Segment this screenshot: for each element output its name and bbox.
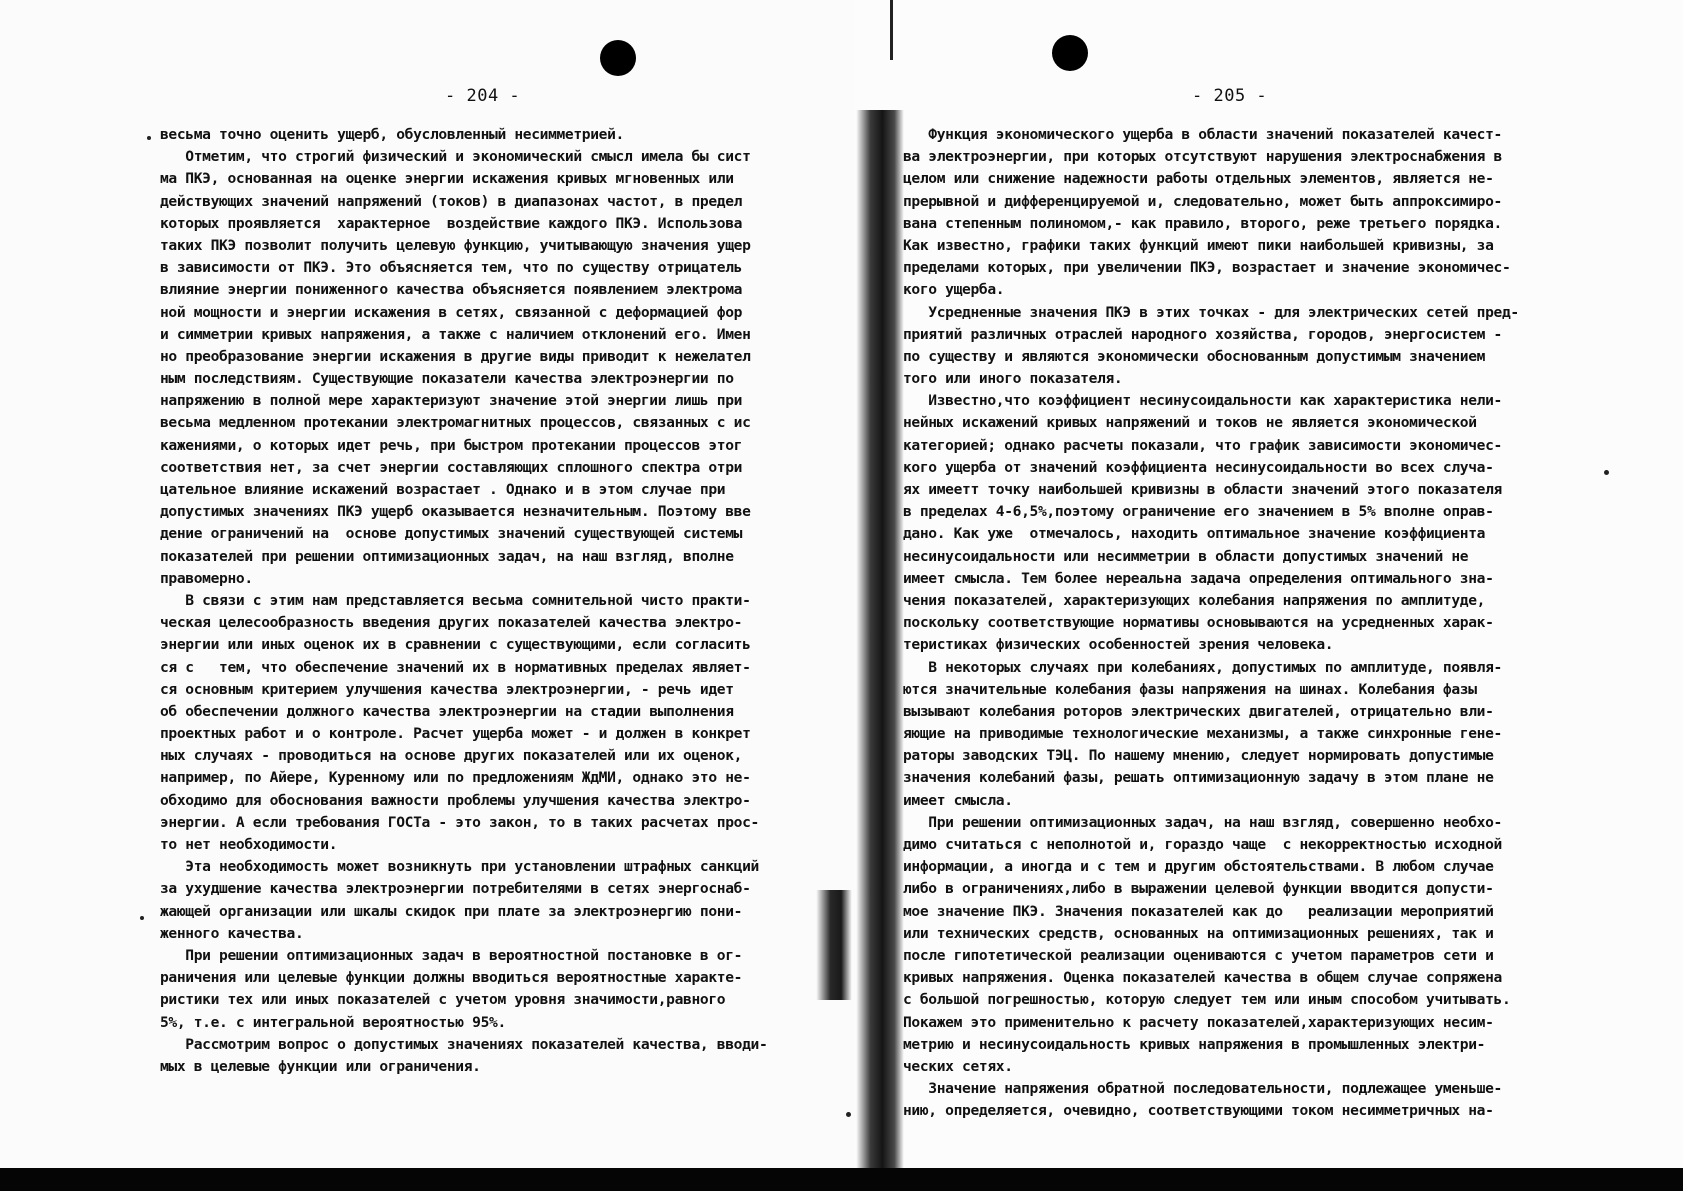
text-line: которых проявляется характерное воздействие каждого ПКЭ. Использова — [160, 214, 743, 232]
text-line: кого ущерба. — [903, 281, 1005, 299]
text-line: того или иного показателя. — [903, 370, 1123, 388]
text-line: Усредненные значения ПКЭ в этих точках - для электрических сетей пред- — [903, 303, 1519, 321]
text-line: за ухудшение качества электроэнергии потребителями в сетях энергоснаб- — [160, 880, 751, 898]
text-line: показателей при решении оптимизационных задач, на наш взгляд, вполне — [160, 547, 734, 565]
text-line: информации, а иногда и с тем и другим обстоятельствами. В любом случае — [903, 858, 1494, 876]
text-line: ма ПКЭ, основанная на оценке энергии искажения кривых мгновенных или — [160, 170, 734, 188]
page-number-left: - 204 - — [445, 86, 521, 106]
text-line: женного качества. — [160, 924, 304, 942]
text-line: кого ущерба от значений коэффициента несинусоидальности во всех случа- — [903, 458, 1494, 476]
text-line: целом или снижение надежности работы отдельных элементов, является не- — [903, 170, 1494, 188]
punch-hole-right — [1052, 35, 1088, 71]
text-line: значения колебаний фазы, решать оптимизационную задачу в этом плане не — [903, 769, 1494, 787]
scan-speck — [1604, 470, 1609, 475]
text-line: энергии. А если требования ГОСТа - это закон, то в таких расчетах прос- — [160, 813, 759, 831]
text-line: метрию и несинусоидальность кривых напряжения в промышленных электри- — [903, 1035, 1486, 1053]
text-line: Отметим, что строгий физический и экономический смысл имела бы сист — [160, 148, 751, 166]
text-line: раторы заводских ТЭЦ. По нашему мнению, следует нормировать допустимые — [903, 747, 1494, 765]
text-line: вызывают колебания роторов электрических двигателей, отрицательно вли- — [903, 702, 1494, 720]
text-line: имеет смысла. — [903, 791, 1013, 809]
text-line: Функция экономического ущерба в области значений показателей качест- — [903, 126, 1502, 143]
text-line: приятий различных отраслей народного хозяйства, городов, энергосистем - — [903, 325, 1502, 343]
text-line: дано. Как уже отмечалось, находить оптимальное значение коэффициента — [903, 525, 1486, 543]
text-line: чения показателей, характеризующих колебания напряжения по амплитуде, — [903, 591, 1486, 609]
right-page-text — [903, 124, 1593, 1122]
text-line: после гипотетической реализации оцениваются с учетом параметров сети и — [903, 946, 1494, 964]
text-line: и симметрии кривых напряжения, а также с наличием отклонений его. Имен — [160, 325, 751, 343]
text-line: ческих сетях. — [903, 1057, 1013, 1075]
text-line: При решении оптимизационных задач, на наш взгляд, совершенно необхо- — [903, 813, 1502, 831]
text-line: Рассмотрим вопрос о допустимых значениях показателей качества, вводи- — [160, 1035, 768, 1053]
text-line: действующих значений напряжений (токов) в диапазонах частот, в предел — [160, 192, 743, 210]
text-line: нию, определяется, очевидно, соответствующими током несимметричных на- — [903, 1102, 1494, 1120]
text-line: вана степенным полиномом,- как правило, второго, реже третьего порядка. — [903, 214, 1502, 232]
text-line: кривых напряжения. Оценка показателей качества в общем случае сопряжена — [903, 969, 1502, 987]
text-line: или технических средств, основанных на оптимизационных решениях, так и — [903, 924, 1494, 942]
text-line: ся с тем, что обеспечение значений их в нормативных пределах являет- — [160, 658, 751, 676]
text-line: ческая целесообразность введения других показателей качества электро- — [160, 614, 743, 632]
scan-speck — [846, 1112, 851, 1117]
punch-hole-left — [600, 40, 636, 76]
gutter-binding-mark — [890, 0, 893, 60]
text-line: об обеспечении должного качества электроэнергии на стадии выполнения — [160, 702, 734, 720]
text-line: весьма медленном протекании электромагнитных процессов, связанных с ис — [160, 414, 751, 432]
text-line: правомерно. — [160, 569, 253, 587]
scan-speck — [140, 916, 144, 920]
text-line: Известно,что коэффициент несинусоидальности как характеристика нели- — [903, 392, 1502, 410]
text-line: ристики тех или иных показателей с учетом уровня значимости,равного — [160, 991, 726, 1009]
text-line: Покажем это применительно к расчету показателей,характеризующих несим- — [903, 1013, 1494, 1031]
left-page-text — [160, 124, 850, 1078]
scan-speck — [147, 136, 151, 140]
text-line: но преобразование энергии искажения в другие виды приводит к нежелател — [160, 347, 751, 365]
text-line: В некоторых случаях при колебаниях, допустимых по амплитуде, появля- — [903, 658, 1502, 676]
text-line: 5%, т.е. с интегральной вероятностью 95%. — [160, 1013, 506, 1031]
text-line: поскольку соответствующие нормативы основываются на усредненных харак- — [903, 614, 1494, 632]
text-line: ной мощности и энергии искажения в сетях, связанной с деформацией фор — [160, 303, 743, 321]
text-line: с большой погрешностью, которую следует тем или иным способом учитывать. — [903, 991, 1511, 1009]
text-line: напряжению в полной мере характеризуют значение этой энергии лишь при — [160, 392, 743, 410]
text-line: таких ПКЭ позволит получить целевую функцию, учитывающую значения ущер — [160, 236, 751, 254]
text-line: ва электроэнергии, при которых отсутствуют нарушения электроснабжения в — [903, 148, 1502, 166]
text-line: проектных работ и о контроле. Расчет ущерба может - и должен в конкрет — [160, 725, 751, 743]
text-line: яющие на приводимые технологические механизмы, а также синхронные гене- — [903, 725, 1502, 743]
text-line: весьма точно оценить ущерб, обусловленный несимметрией. — [160, 126, 624, 143]
gutter-shadow — [856, 110, 904, 1170]
text-line: либо в ограничениях,либо в выражении целевой функции вводится допусти- — [903, 880, 1494, 898]
text-line: мое значение ПКЭ. Значения показателей как до реализации мероприятий — [903, 902, 1494, 920]
text-line: прерывной и дифференцируемой и, следовательно, может быть аппроксимиро- — [903, 192, 1502, 210]
text-line: При решении оптимизационных задач в вероятностной постановке в ог- — [160, 946, 743, 964]
text-line: ных случаях - проводиться на основе других показателей или их оценок, — [160, 747, 743, 765]
text-line: Значение напряжения обратной последовательности, подлежащее уменьше- — [903, 1080, 1502, 1098]
text-line: обходимо для обоснования важности проблемы улучшения качества электро- — [160, 791, 751, 809]
text-line: несинусоидальности или несимметрии в области допустимых значений не — [903, 547, 1469, 565]
text-line: соответствия нет, за счет энергии составляющих сплошного спектра отри — [160, 458, 743, 476]
text-line: димо считаться с неполнотой и, гораздо чаще с некорректностью исходной — [903, 836, 1502, 853]
text-line: по существу и являются экономически обоснованным допустимым значением — [903, 347, 1486, 365]
page-number-right: - 205 - — [1192, 86, 1268, 106]
text-line: то нет необходимости. — [160, 836, 338, 853]
text-line: допустимых значениях ПКЭ ущерб оказывается незначительным. Поэтому вве — [160, 503, 751, 521]
text-line: жающей организации или шкалы скидок при плате за электроэнергию пони- — [160, 902, 743, 920]
text-line: теристиках физических особенностей зрения человека. — [903, 636, 1334, 654]
text-line: раничения или целевые функции должны вводиться вероятностные характе- — [160, 969, 743, 987]
text-line: дение ограничений на основе допустимых значений существующей системы — [160, 525, 743, 543]
text-line: категорией; однако расчеты показали, что график зависимости экономичес- — [903, 436, 1502, 454]
text-line: ся основным критерием улучшения качества электроэнергии, - речь идет — [160, 680, 734, 698]
text-line: ным последствиям. Существующие показатели качества электроэнергии по — [160, 370, 734, 388]
text-line: кажениями, о которых идет речь, при быстром протекании процессов этог — [160, 436, 743, 454]
text-line: цательное влияние искажений возрастает . Однако и в этом случае при — [160, 481, 726, 498]
text-line: в пределах 4-6,5%,поэтому ограничение его значением в 5% вполне оправ- — [903, 503, 1494, 521]
text-line: ются значительные колебания фазы напряжения на шинах. Колебания фазы — [903, 680, 1477, 698]
text-line: влияние энергии пониженного качества объясняется появлением электрома — [160, 281, 743, 299]
text-line: мых в целевые функции или ограничения. — [160, 1057, 481, 1075]
text-line: В связи с этим нам представляется весьма сомнительной чисто практи- — [160, 591, 751, 609]
text-line: энергии или иных оценок их в сравнении с существующими, если согласить — [160, 636, 751, 654]
text-line: в зависимости от ПКЭ. Это объясняется тем, что по существу отрицатель — [160, 259, 743, 277]
scan-bottom-edge — [0, 1168, 1683, 1191]
text-line: пределами которых, при увеличении ПКЭ, возрастает и значение экономичес- — [903, 259, 1511, 277]
text-line: нейных искажений кривых напряжений и токов не является экономической — [903, 414, 1477, 432]
text-line: имеет смысла. Тем более нереальна задача определения оптимального зна- — [903, 569, 1494, 587]
text-line: Как известно, графики таких функций имеют пики наибольшей кривизны, за — [903, 236, 1494, 254]
text-line: Эта необходимость может возникнуть при установлении штрафных санкций — [160, 858, 759, 876]
text-line: например, по Айере, Куренному или по предложениям ЖдМИ, однако это не- — [160, 769, 751, 787]
text-line: ях имеетт точку наибольшей кривизны в области значений этого показателя — [903, 481, 1502, 498]
